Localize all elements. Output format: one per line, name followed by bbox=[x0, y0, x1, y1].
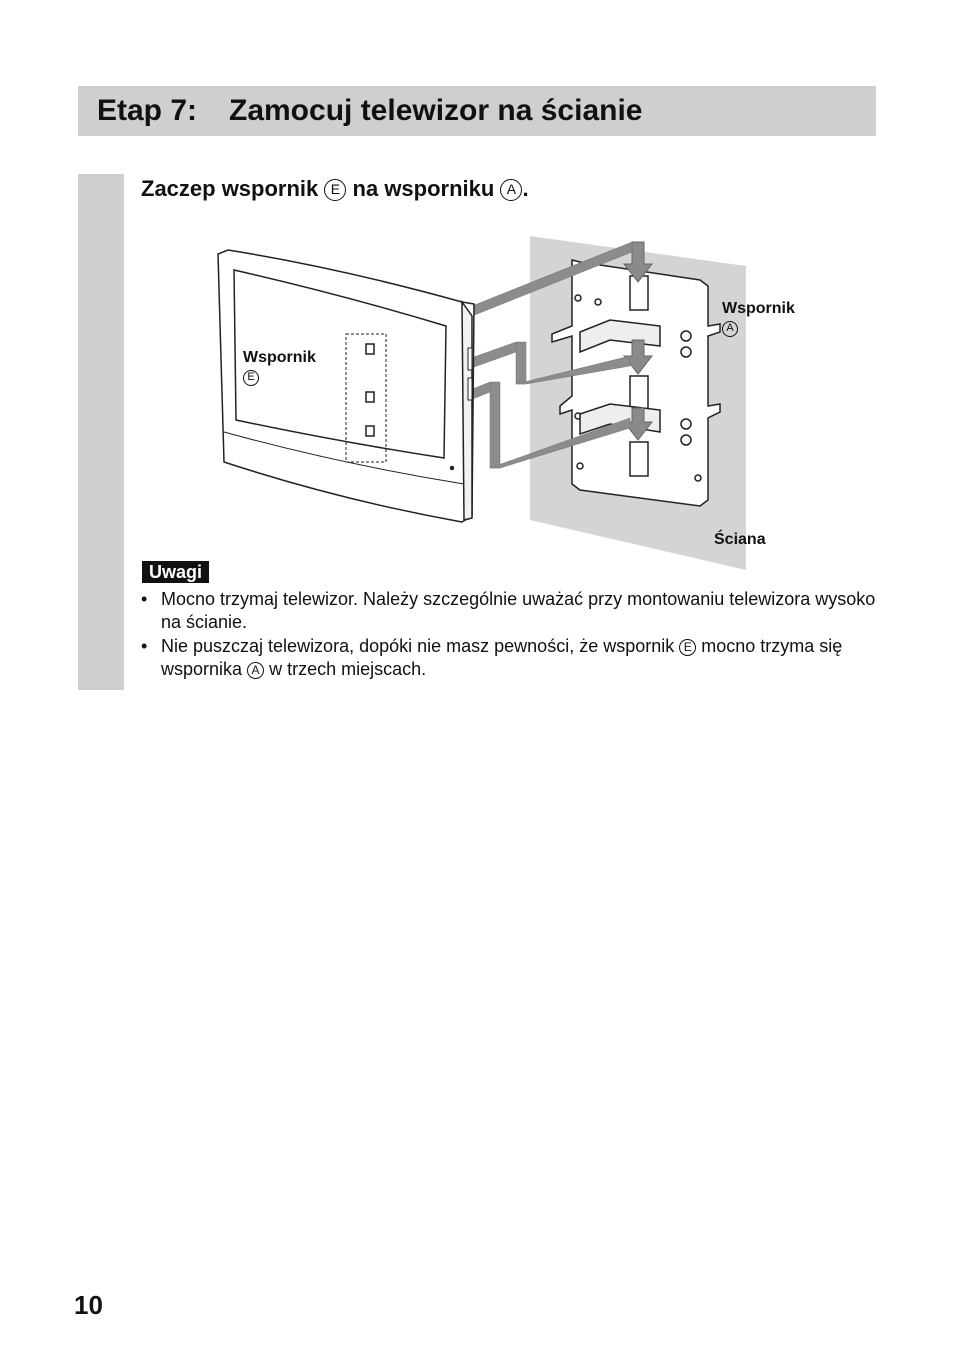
notes-list bbox=[141, 588, 881, 682]
side-bar bbox=[78, 174, 124, 690]
note-text-part2: mocno trzyma się wspornika bbox=[161, 636, 843, 679]
note-text-part1: Nie puszczaj telewizora, dopóki nie masz pewności, że wspornik bbox=[161, 636, 675, 656]
step-instruction bbox=[141, 176, 529, 202]
note-item bbox=[141, 588, 881, 634]
instruction-text-3: . bbox=[522, 176, 529, 201]
bullet: • bbox=[141, 589, 148, 609]
television bbox=[218, 250, 474, 522]
wall-bracket-a bbox=[552, 260, 720, 506]
note-marker-e: E bbox=[679, 639, 696, 656]
instruction-text-2: na wsporniku bbox=[352, 176, 495, 201]
note-text-part3: w trzech miejscach. bbox=[269, 659, 427, 679]
mounting-illustration bbox=[200, 228, 800, 578]
mounting-diagram bbox=[200, 228, 800, 578]
notes-heading: Uwagi bbox=[142, 561, 209, 583]
bracket-e-label bbox=[243, 349, 316, 386]
page-number: 10 bbox=[74, 1290, 103, 1320]
bracket-a-label bbox=[722, 300, 800, 337]
instruction-text-1: Zaczep wspornik bbox=[141, 176, 319, 201]
wall-label: Ściana bbox=[714, 531, 766, 548]
bracket-e-marker: E bbox=[243, 370, 259, 386]
bracket-e-label-text: Wspornik bbox=[243, 349, 316, 366]
note-marker-a: A bbox=[247, 662, 264, 679]
bullet: • bbox=[141, 636, 148, 656]
note-item bbox=[141, 635, 881, 681]
note-text: Mocno trzymaj telewizor. Należy szczególnie uważać przy montowaniu telewizora wysoko na ścianie. bbox=[161, 589, 876, 632]
page-title: Zamocuj telewizor na ścianie bbox=[229, 94, 643, 127]
step-number: Etap 7: bbox=[97, 94, 198, 127]
marker-e: E bbox=[324, 179, 346, 201]
bracket-a-marker: A bbox=[722, 321, 738, 337]
bracket-a-label-text: Wspornik bbox=[722, 300, 795, 317]
marker-a: A bbox=[500, 179, 522, 201]
step-title-bar bbox=[78, 86, 876, 136]
